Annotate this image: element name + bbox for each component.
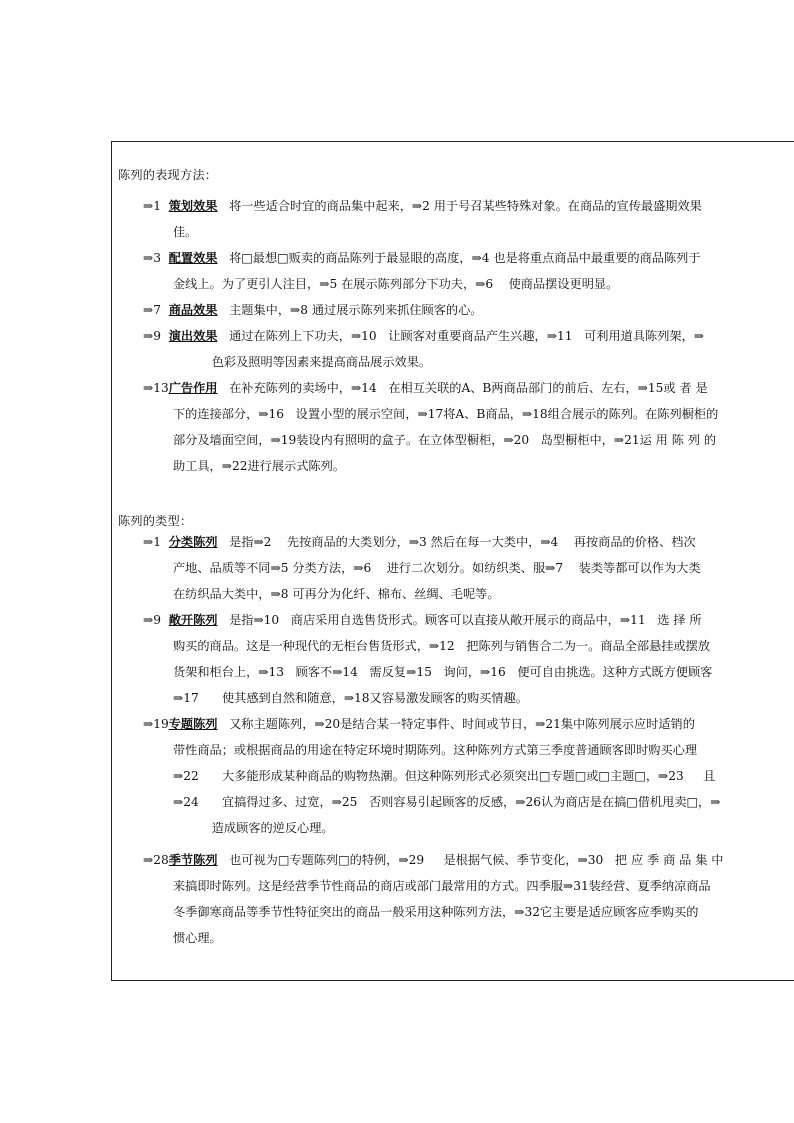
text-line: [173, 795, 720, 809]
text-line: [173, 665, 712, 679]
item-text: 在补充陈列的卖场中，⇒14 在相互关联的A、B两商品部门的前后、左右，⇒15或 者 是: [217, 381, 708, 395]
item-marker: ⇒7: [143, 303, 169, 317]
item-text: 货架和柜台上，⇒13 顾客不⇒14 需反复⇒15 询问，⇒16 便可自由挑选。这种方式既方便顾客: [173, 665, 713, 679]
item-text: 将一些适合时宜的商品集中起来，⇒2 用于号召某些特殊对象。在商品的宣传最盛期效果: [217, 199, 702, 213]
item-text: 又称主题陈列，⇒20是结合某一特定事件、时间或节日，⇒21集中陈列展示应时适销的: [217, 717, 695, 731]
item-marker: ⇒9: [143, 329, 169, 343]
text-line: [173, 639, 710, 653]
item-heading: 广告作用: [168, 381, 218, 395]
item-heading: 专题陈列: [168, 717, 218, 731]
text-line: [173, 587, 500, 601]
item-text: ⇒17 使其感到自然和随意，⇒18又容易激发顾客的购买情趣。: [173, 691, 528, 705]
text-line: [173, 407, 718, 421]
item-text: 下的连接部分，⇒16 设置小型的展示空间，⇒17将A、B商品，⇒18组合展示的陈列。在陈列橱柜的: [173, 407, 719, 421]
item-marker: ⇒9: [143, 613, 169, 627]
item-text: 在纺织品大类中，⇒8 可再分为化纤、棉布、丝绸、毛呢等。: [173, 587, 500, 601]
text-line: [173, 879, 711, 893]
text-line: [143, 381, 708, 395]
item-text: 助工具，⇒22进行展示式陈列。: [173, 459, 345, 473]
item-marker: ⇒1: [143, 199, 169, 213]
item-text: 金线上。为了更引人注目，⇒5 在展示陈列部分下功夫，⇒6 使商品摆设更明显。: [173, 277, 619, 291]
item-text: 主题集中，⇒8 通过展示陈列来抓住顾客的心。: [217, 303, 483, 317]
text-line: [143, 251, 701, 265]
item-text: 佳。: [173, 225, 198, 239]
item-text: 冬季御寒商品等季节性特征突出的商品一般采用这种陈列方法，⇒32它主要是适应顾客应季购买的: [173, 905, 699, 919]
item-text: 是指⇒2 先按商品的大类划分，⇒3 然后在每一大类中，⇒4 再按商品的价格、档次: [217, 535, 696, 549]
text-line: [173, 355, 431, 369]
item-text: 部分及墙面空间，⇒19装设内有照明的盒子。在立体型橱柜，⇒20 岛型橱柜中，⇒21运 用 陈 列 的: [173, 433, 717, 447]
item-heading: 配置效果: [168, 251, 218, 265]
item-heading: 季节陈列: [168, 853, 218, 867]
text-line: [143, 717, 695, 731]
item-text: 惯心理。: [173, 931, 222, 945]
item-heading: 分类陈列: [168, 535, 218, 549]
item-text: 带性商品；或根据商品的用途在特定环境时期陈列。这种陈列方式第三季度普通顾客即时购买心理: [173, 743, 698, 757]
text-line: [173, 225, 197, 239]
text-line: [143, 613, 702, 627]
item-heading: 商品效果: [168, 303, 218, 317]
item-text: 色彩及照明等因素来提高商品展示效果。: [173, 355, 432, 369]
section-title: 陈列的表现方法：: [118, 168, 218, 182]
item-marker: ⇒28: [143, 853, 169, 867]
item-text: ⇒24 宜搞得过多、过宽，⇒25 否则容易引起顾客的反感，⇒26认为商店是在搞□借机甩卖□，⇒: [173, 795, 721, 809]
item-text: 是指⇒10 商店采用自选售货形式。顾客可以直接从敞开展示的商品中，⇒11 选 择 所: [217, 613, 702, 627]
item-text: 购买的商品。这是一种现代的无柜台售货形式，⇒12 把陈列与销售合二为一。商品全部悬挂或摆放: [173, 639, 711, 653]
text-line: [143, 199, 702, 213]
text-line: [143, 853, 723, 867]
item-text: ⇒22 大多能形成某种商品的购物热潮。但这种陈列形式必须突出□专题□或□主题□，⇒23 且: [173, 769, 716, 783]
item-heading: 敞开陈列: [168, 613, 218, 627]
section-title: 陈列的类型：: [118, 514, 193, 528]
item-heading: 策划效果: [168, 199, 218, 213]
text-line: [173, 769, 715, 783]
text-line: [173, 905, 698, 919]
text-line: [173, 691, 528, 705]
text-line: [173, 277, 618, 291]
item-text: 也可视为□专题陈列□的特例，⇒29 是根据气候、季节变化，⇒30 把 应 季 商 品 集 中: [217, 853, 724, 867]
item-text: 造成顾客的逆反心理。: [173, 821, 334, 835]
text-line: [143, 329, 704, 343]
item-heading: 演出效果: [168, 329, 218, 343]
text-line: [173, 931, 222, 945]
item-marker: ⇒3: [143, 251, 169, 265]
text-line: [143, 535, 696, 549]
item-text: 通过在陈列上下功夫，⇒10 让顾客对重要商品产生兴趣，⇒11 可利用道具陈列架，⇒: [217, 329, 704, 343]
text-line: [143, 303, 483, 317]
item-text: 产地、品质等不同⇒5 分类方法，⇒6 进行二次划分。如纺织类、服⇒7 装类等都可以作为大类: [173, 561, 701, 575]
item-marker: ⇒13: [143, 381, 169, 395]
text-line: [173, 433, 716, 447]
item-marker: ⇒19: [143, 717, 169, 731]
text-line: [173, 459, 345, 473]
text-line: [173, 743, 697, 757]
item-text: 将□最想□贩卖的商品陈列于最显眼的高度，⇒4 也是将重点商品中最重要的商品陈列于: [217, 251, 701, 265]
item-marker: ⇒1: [143, 535, 169, 549]
text-line: [173, 561, 701, 575]
text-line: [173, 821, 334, 835]
item-text: 来搞即时陈列。这是经营季节性商品的商店或部门最常用的方式。四季服⇒31装经营、夏季纳凉商品: [173, 879, 711, 893]
